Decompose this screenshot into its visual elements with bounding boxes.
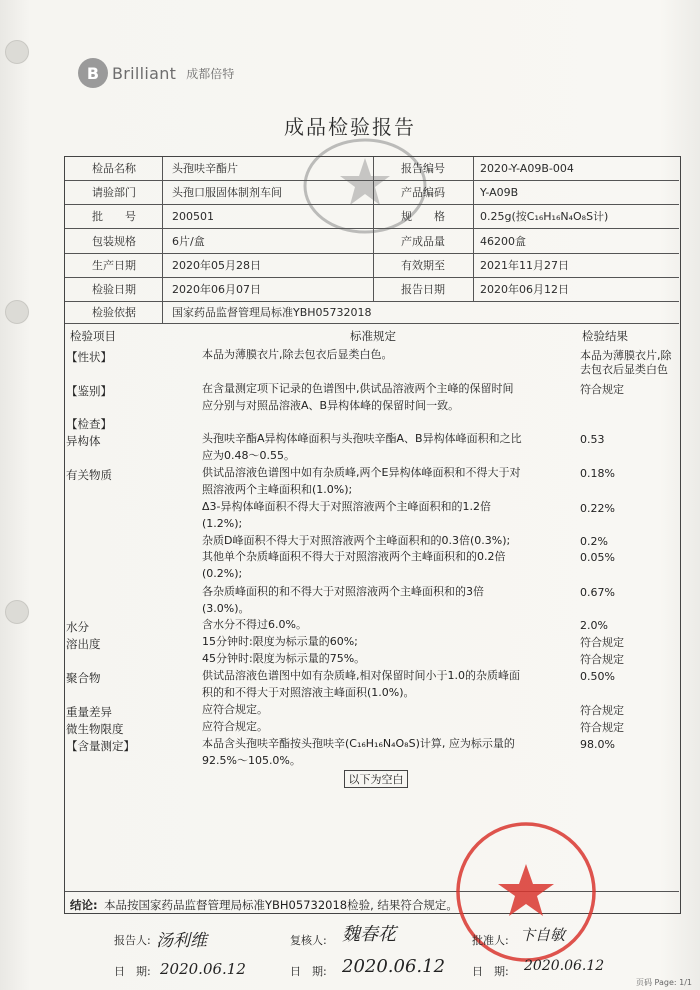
reporter-label: 报告人: bbox=[114, 934, 151, 947]
page-number: 页码 Page: 1/1 bbox=[635, 978, 692, 987]
section-polymer: 聚合物 bbox=[66, 671, 101, 685]
punch-hole bbox=[5, 40, 29, 64]
std-traits: 本品为薄膜衣片,除去包衣后显类白色。 bbox=[202, 348, 393, 361]
label-output: 产成品量 bbox=[401, 235, 445, 248]
col-header-result: 检验结果 bbox=[582, 329, 628, 343]
value-packaging: 6片/盒 bbox=[172, 235, 205, 248]
blank-below-note: 以下为空白 bbox=[344, 770, 408, 788]
brand-name: Brilliant bbox=[112, 63, 177, 83]
std-assay: 本品含头孢呋辛酯按头孢呋辛(C₁₆H₁₆N₄O₈S)计算, 应为标示量的 92.5%～105.0%。 bbox=[202, 737, 515, 767]
section-dissolution: 溶出度 bbox=[66, 637, 101, 651]
std-related-5: 各杂质峰面积的和不得大于对照溶液两个主峰面积和的3倍 (3.0%)。 bbox=[202, 585, 484, 615]
date-label-1: 日 期: bbox=[114, 965, 151, 978]
approver-signature: 卞自敏 bbox=[520, 926, 566, 944]
value-product-code: Y-A09B bbox=[480, 186, 519, 199]
value-expiry: 2021年11月27日 bbox=[480, 259, 569, 272]
label-production-date: 生产日期 bbox=[92, 259, 136, 272]
reviewer-signature: 魏春花 bbox=[342, 924, 396, 945]
label-product-name: 检品名称 bbox=[92, 162, 136, 175]
punch-hole bbox=[5, 300, 29, 324]
value-report-no: 2020-Y-A09B-004 bbox=[480, 162, 574, 175]
result-related-2: 0.22% bbox=[580, 502, 615, 515]
section-checks: 【检查】 bbox=[66, 417, 112, 431]
result-polymer: 0.50% bbox=[580, 670, 615, 683]
value-department: 头孢口服固体制剂车间 bbox=[172, 186, 282, 199]
label-batch-no: 批 号 bbox=[92, 210, 136, 223]
std-polymer: 供试品溶液色谱图中如有杂质峰,相对保留时间小于1.0的杂质峰面 积的和不得大于对照溶液主峰面积(1.0%)。 bbox=[202, 669, 520, 699]
std-water: 含水分不得过6.0%。 bbox=[202, 618, 307, 631]
label-test-date: 检验日期 bbox=[92, 283, 136, 296]
result-microbial: 符合规定 bbox=[580, 721, 624, 734]
value-report-date: 2020年06月12日 bbox=[480, 283, 569, 296]
result-dissolution-1: 符合规定 bbox=[580, 636, 624, 649]
value-basis: 国家药品监督管理局标准YBH05732018 bbox=[172, 306, 372, 319]
section-related: 有关物质 bbox=[66, 468, 112, 482]
conclusion-text: 本品按国家药品监督管理局标准YBH05732018检验, 结果符合规定。 bbox=[104, 898, 458, 912]
result-identification: 符合规定 bbox=[580, 383, 624, 396]
section-traits: 【性状】 bbox=[66, 350, 112, 364]
result-related-1: 0.18% bbox=[580, 467, 615, 480]
punch-hole bbox=[5, 600, 29, 624]
brilliant-logo-icon: B bbox=[78, 58, 108, 88]
label-report-date: 报告日期 bbox=[401, 283, 445, 296]
section-water: 水分 bbox=[66, 620, 89, 634]
date-value-1: 2020.06.12 bbox=[160, 960, 246, 978]
std-dissolution-1: 15分钟时:限度为标示量的60%; bbox=[202, 635, 358, 648]
result-weight-variation: 符合规定 bbox=[580, 704, 624, 717]
label-report-no: 报告编号 bbox=[401, 162, 445, 175]
brand-subname: 成都倍特 bbox=[186, 66, 235, 81]
conclusion-label: 结论: bbox=[70, 898, 98, 912]
col-header-item: 检验项目 bbox=[70, 329, 116, 343]
std-related-2: Δ3-异构体峰面积不得大于对照溶液两个主峰面积和的1.2倍 (1.2%); bbox=[202, 500, 491, 530]
approver-label: 批准人: bbox=[472, 934, 509, 947]
std-related-3: 杂质D峰面积不得大于对照溶液两个主峰面积和的0.3倍(0.3%); bbox=[202, 534, 511, 547]
std-identification: 在含量测定项下记录的色谱图中,供试品溶液两个主峰的保留时间 应分别与对照品溶液A、B异构体峰的保留时间一致。 bbox=[202, 382, 514, 412]
value-test-date: 2020年06月07日 bbox=[172, 283, 261, 296]
value-output: 46200盒 bbox=[480, 235, 526, 248]
result-related-5: 0.67% bbox=[580, 586, 615, 599]
section-assay: 【含量测定】 bbox=[66, 739, 135, 753]
value-product-name: 头孢呋辛酯片 bbox=[172, 162, 238, 175]
std-weight-variation: 应符合规定。 bbox=[202, 703, 268, 716]
std-related-4: 其他单个杂质峰面积不得大于对照溶液两个主峰面积和的0.2倍 (0.2%); bbox=[202, 550, 506, 580]
label-basis: 检验依据 bbox=[92, 306, 136, 319]
date-label-2: 日 期: bbox=[290, 965, 327, 978]
reviewer-label: 复核人: bbox=[290, 934, 327, 947]
date-label-3: 日 期: bbox=[472, 965, 509, 978]
reporter-signature: 汤利维 bbox=[156, 931, 207, 951]
section-weight-variation: 重量差异 bbox=[66, 705, 112, 719]
label-product-code: 产品编码 bbox=[401, 186, 445, 199]
date-value-3: 2020.06.12 bbox=[524, 958, 605, 974]
label-packaging: 包装规格 bbox=[92, 235, 136, 248]
col-header-standard: 标准规定 bbox=[350, 329, 396, 343]
company-logo bbox=[78, 58, 234, 88]
value-batch-no: 200501 bbox=[172, 210, 214, 223]
label-department: 请验部门 bbox=[92, 186, 136, 199]
std-isomer: 头孢呋辛酯A异构体峰面积与头孢呋辛酯A、B异构体峰面积和之比 应为0.48～0.55。 bbox=[202, 432, 522, 462]
std-related-1: 供试品溶液色谱图中如有杂质峰,两个E异构体峰面积和不得大于对 照溶液两个主峰面积和(1.0%); bbox=[202, 466, 521, 496]
section-identification: 【鉴别】 bbox=[66, 384, 112, 398]
label-spec: 规 格 bbox=[401, 210, 445, 223]
label-expiry: 有效期至 bbox=[401, 259, 445, 272]
section-microbial: 微生物限度 bbox=[66, 722, 124, 736]
result-related-4: 0.05% bbox=[580, 551, 615, 564]
report-title: 成品检验报告 bbox=[284, 115, 416, 139]
result-traits: 本品为薄膜衣片,除 去包衣后显类白色 bbox=[580, 349, 672, 376]
value-spec: 0.25g(按C₁₆H₁₆N₄O₈S计) bbox=[480, 210, 609, 223]
result-isomer: 0.53 bbox=[580, 433, 605, 446]
section-isomer: 异构体 bbox=[66, 434, 101, 448]
date-value-2: 2020.06.12 bbox=[342, 956, 446, 977]
result-assay: 98.0% bbox=[580, 738, 615, 751]
result-water: 2.0% bbox=[580, 619, 608, 632]
value-production-date: 2020年05月28日 bbox=[172, 259, 261, 272]
std-microbial: 应符合规定。 bbox=[202, 720, 268, 733]
result-dissolution-2: 符合规定 bbox=[580, 653, 624, 666]
result-related-3: 0.2% bbox=[580, 535, 608, 548]
std-dissolution-2: 45分钟时:限度为标示量的75%。 bbox=[202, 652, 366, 665]
